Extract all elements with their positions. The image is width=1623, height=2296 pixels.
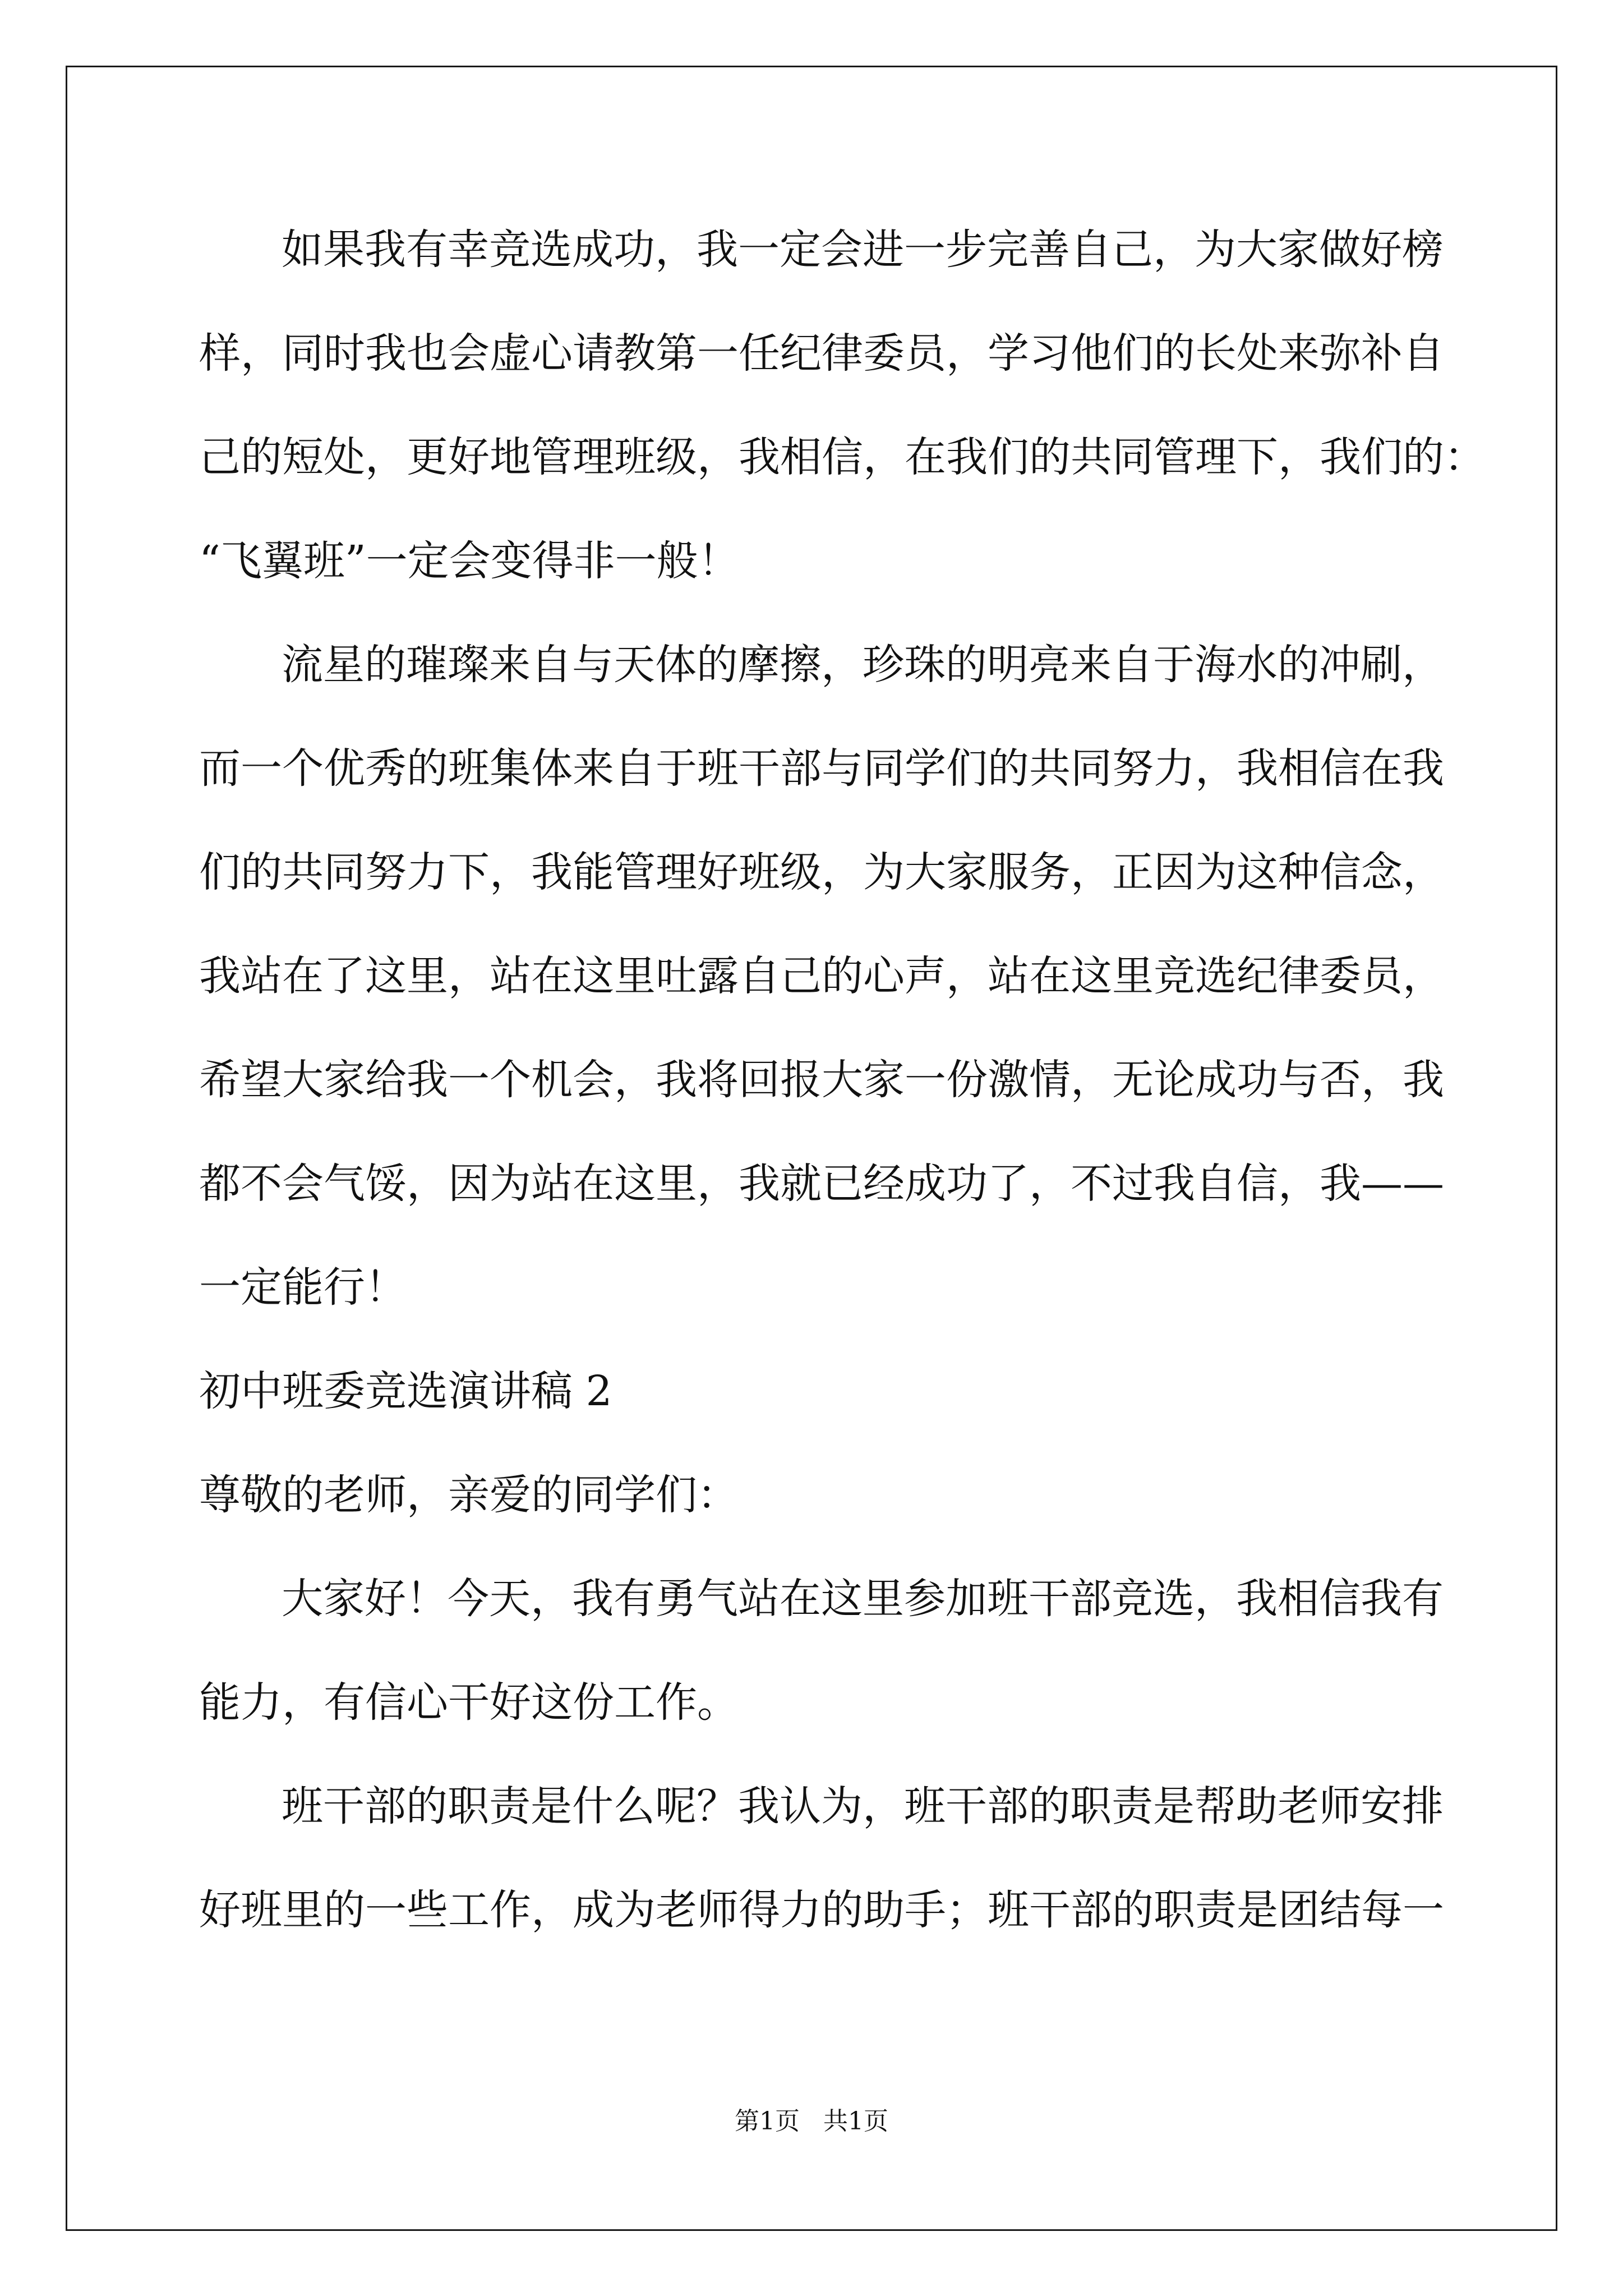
paragraph-line: 大家好！今天，我有勇气站在这里参加班干部竞选，我相信我有: [282, 1575, 1444, 1623]
document-body: [199, 213, 1486, 1977]
paragraph-line: 流星的璀璨来自与天体的摩擦，珍珠的明亮来自于海水的冲刷，: [282, 641, 1444, 689]
paragraph-line: 班干部的职责是什么呢？我认为，班干部的职责是帮助老师安排: [282, 1782, 1444, 1830]
section-title: 初中班委竞选演讲稿 2: [199, 1367, 612, 1415]
paragraph-line: 我站在了这里，站在这里吐露自己的心声，站在这里竞选纪律委员，: [199, 952, 1444, 1000]
page-number: 第1页 共1页: [735, 2107, 888, 2136]
paragraph-line: 都不会气馁，因为站在这里，我就已经成功了，不过我自信，我——: [199, 1159, 1444, 1208]
paragraph-line: 己的短处，更好地管理班级，我相信，在我们的共同管理下，我们的：: [199, 433, 1486, 481]
paragraph-line: 希望大家给我一个机会，我将回报大家一份激情，无论成功与否，我: [199, 1056, 1444, 1104]
paragraph-line: 样，同时我也会虚心请教第一任纪律委员，学习他们的长处来弥补自: [199, 329, 1444, 378]
paragraph-line: 一定能行！: [199, 1263, 407, 1312]
paragraph-line: 们的共同努力下，我能管理好班级，为大家服务，正因为这种信念，: [199, 848, 1444, 896]
paragraph-line: 能力，有信心干好这份工作。: [199, 1678, 739, 1727]
paragraph-line: 如果我有幸竞选成功，我一定会进一步完善自己，为大家做好榜: [282, 226, 1444, 274]
salutation: 尊敬的老师，亲爱的同学们：: [199, 1471, 739, 1519]
paragraph-line: 好班里的一些工作，成为老师得力的助手；班干部的职责是团结每一: [199, 1886, 1444, 1934]
paragraph-line: 而一个优秀的班集体来自于班干部与同学们的共同努力，我相信在我: [199, 744, 1444, 793]
paragraph-line: “飞翼班”一定会变得非一般！: [199, 537, 740, 585]
